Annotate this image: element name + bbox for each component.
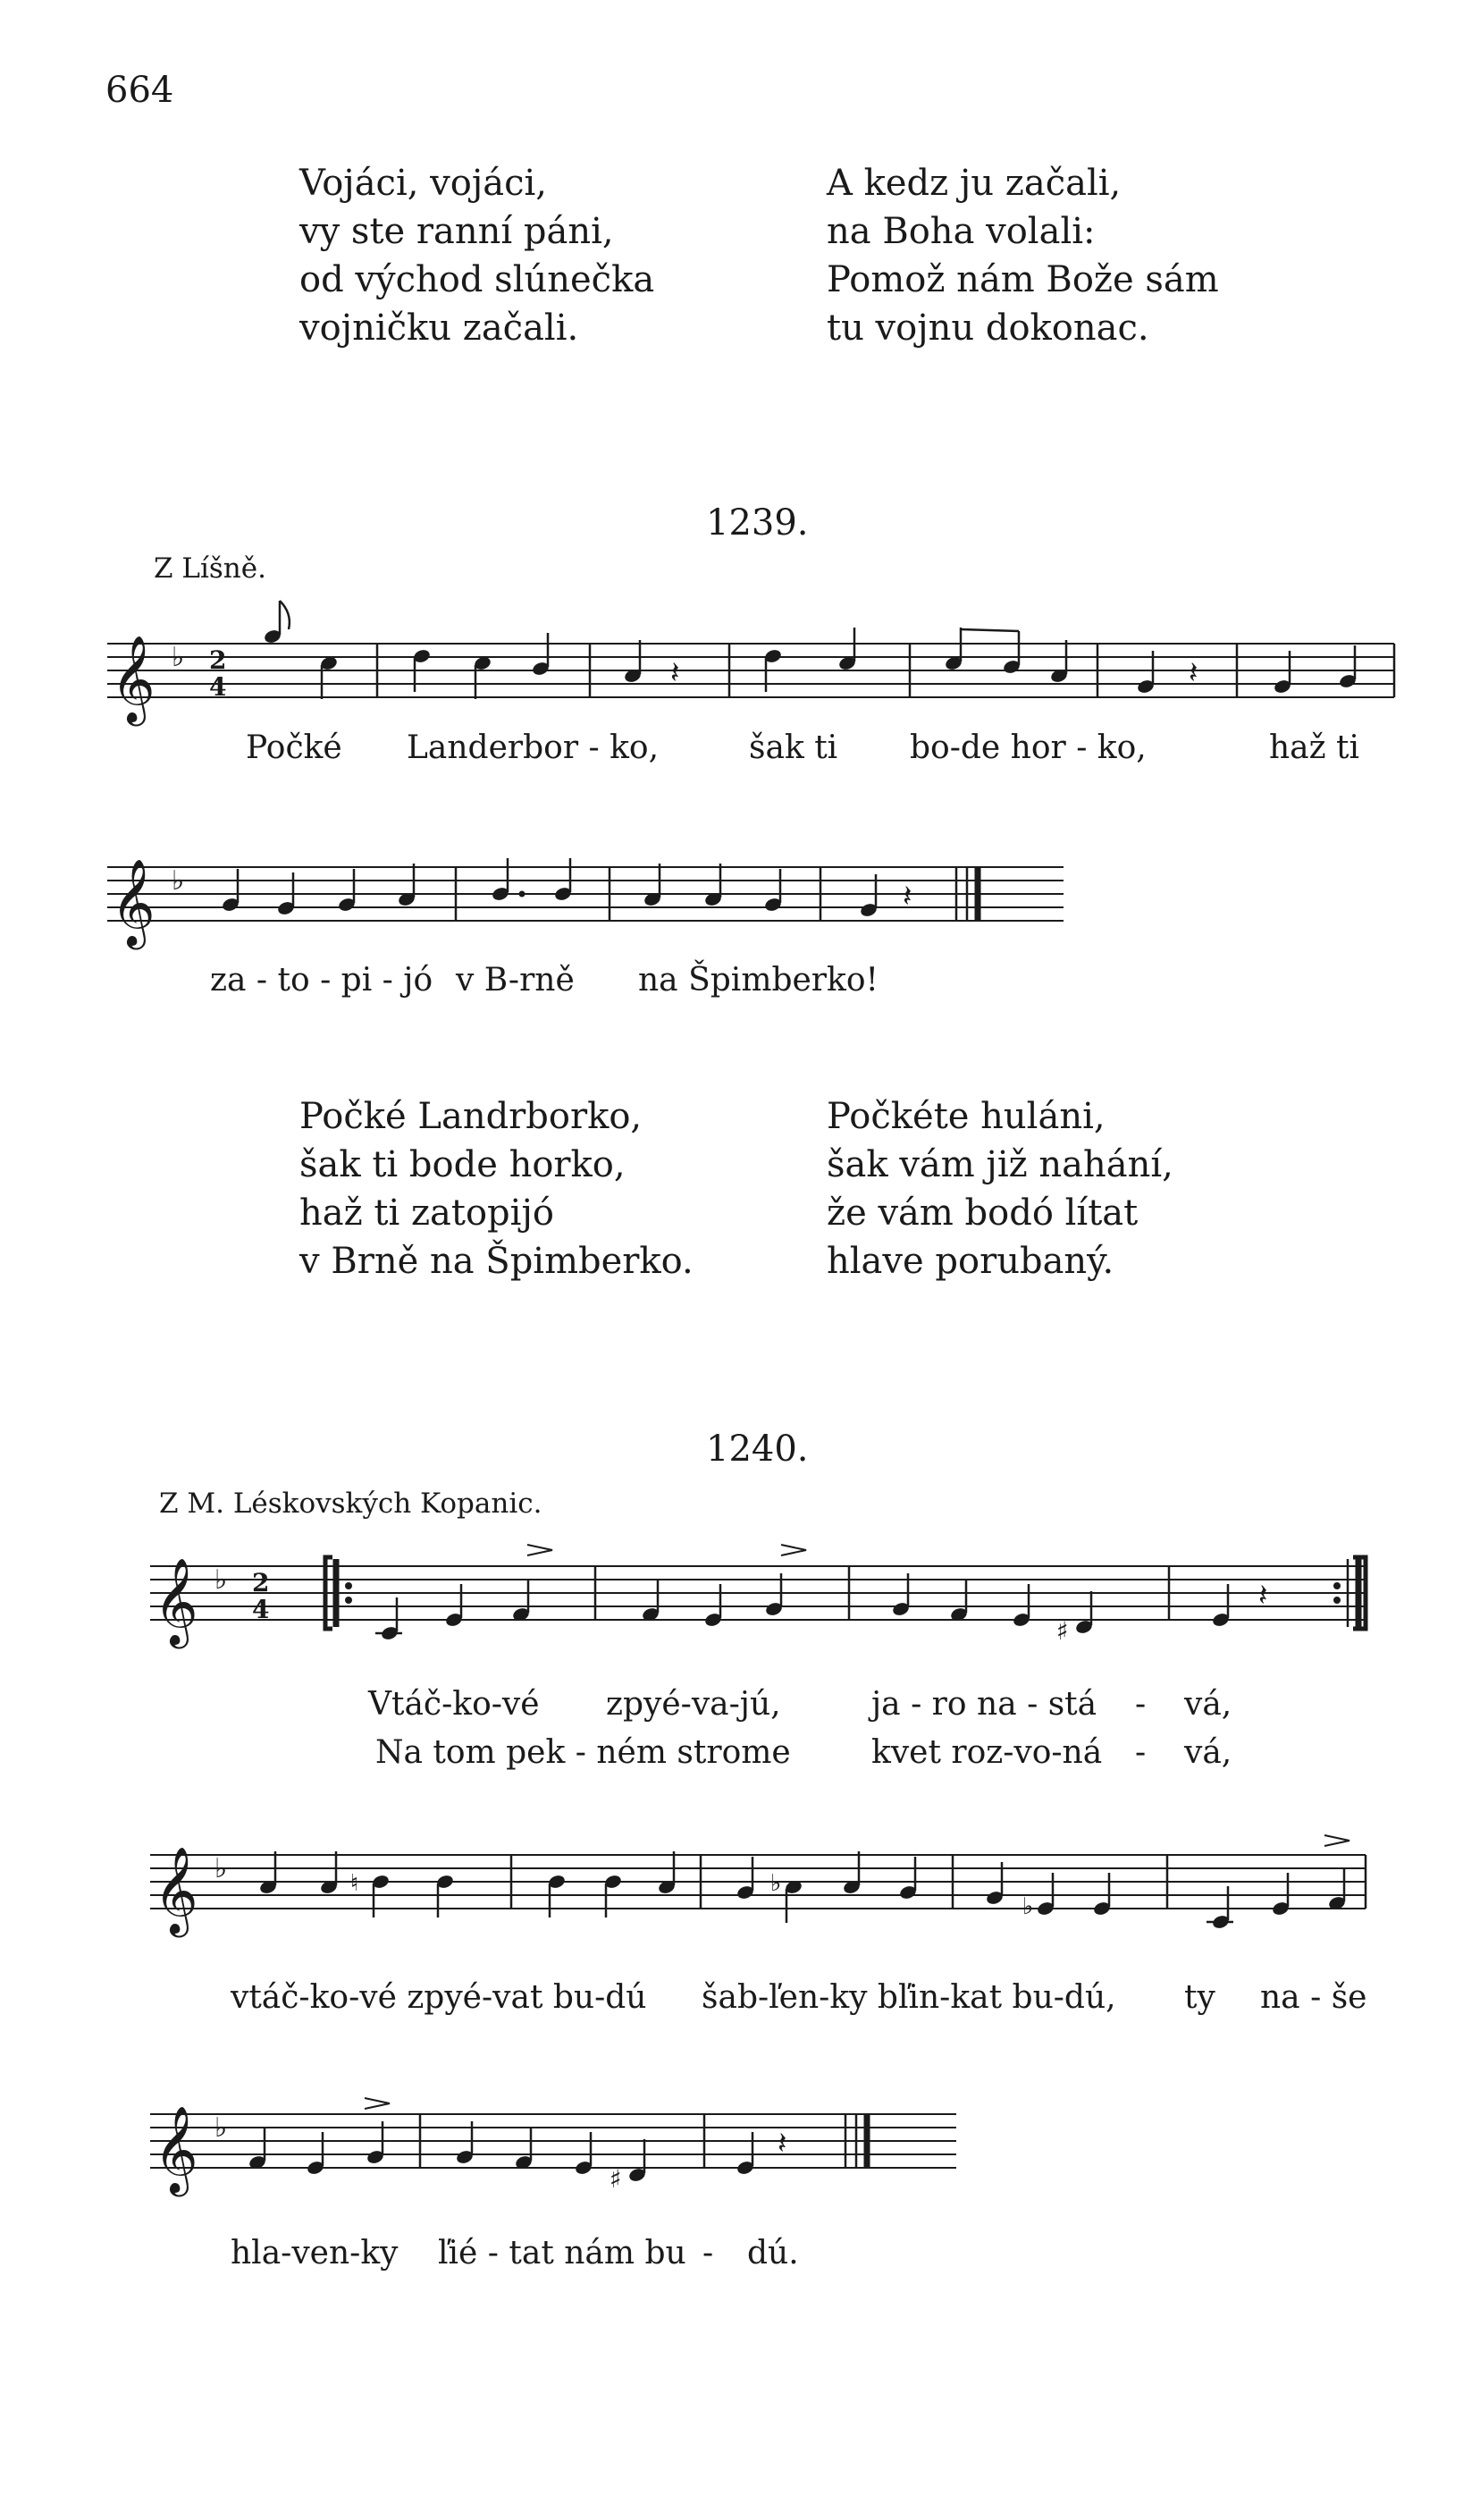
- verse-line: A kedz ju začali,: [827, 163, 1122, 204]
- lyric: -: [1135, 1686, 1147, 1723]
- sharp-icon: ♯: [610, 2164, 622, 2194]
- time-signature-top: 2: [252, 1568, 270, 1597]
- lyric: haž ti: [1269, 729, 1360, 766]
- flat-key-signature: ♭: [214, 1853, 228, 1884]
- rest-icon: 𝄽: [670, 655, 680, 691]
- top-verse-left: [299, 159, 654, 352]
- treble-clef-icon: 𝄞: [111, 858, 156, 946]
- lyric: vá,: [1184, 1686, 1232, 1723]
- rest-icon: 𝄽: [903, 879, 912, 914]
- verse-line: haž ti zatopijó: [299, 1193, 554, 1234]
- song-origin-1239: Z Líšně.: [154, 552, 266, 585]
- dot: [519, 891, 526, 898]
- lyric: hla-ven-ky: [231, 2235, 399, 2271]
- sharp-icon: ♯: [1056, 1616, 1069, 1646]
- song-number-1239: 1239.: [706, 502, 809, 544]
- lyric: ty: [1184, 1979, 1215, 2016]
- lyric: ľié - tat nám bu: [438, 2235, 686, 2271]
- verse-line: od východ slúnečka: [299, 259, 655, 300]
- verse-line: že vám bodó lítat: [827, 1193, 1139, 1234]
- lyric: dú.: [747, 2235, 799, 2271]
- notes: [258, 1851, 1346, 1930]
- lyric: za - to - pi - jó: [210, 962, 433, 999]
- flat-key-signature: ♭: [172, 865, 185, 897]
- verse-line: na Boha volali:: [827, 211, 1096, 252]
- verse-1239-left: [299, 1092, 694, 1285]
- rest-icon: 𝄽: [1189, 655, 1198, 691]
- verse-line: Počké Landrborko,: [299, 1096, 643, 1137]
- lyric: vtáč-ko-vé zpyé-vat bu-dú: [231, 1979, 647, 2016]
- lyric: ja - ro na - stá: [871, 1686, 1097, 1723]
- lyric: vá,: [1184, 1734, 1232, 1771]
- lyric: -: [702, 2235, 714, 2271]
- treble-clef-icon: 𝄞: [154, 2105, 198, 2193]
- music-staff-1240-1: [141, 1539, 1392, 1673]
- accent-mark: [365, 2098, 390, 2109]
- music-staff-1240-2: [141, 1828, 1392, 1971]
- music-staff-1240-3: [141, 2087, 1035, 2221]
- lyric: bo-de hor - ko,: [910, 729, 1147, 766]
- lyric: zpyé-va-jú,: [606, 1686, 781, 1723]
- treble-clef-icon: 𝄞: [111, 635, 156, 722]
- time-signature-bottom: 4: [252, 1595, 270, 1624]
- lyric: na Špimberko!: [638, 962, 879, 999]
- verse-line: vy ste ranní páni,: [299, 211, 614, 252]
- verse-line: šak ti bode horko,: [299, 1144, 626, 1185]
- lyric: v B-rně: [456, 962, 575, 999]
- staff-lines: [150, 1566, 1366, 1620]
- verse-line: Vojáci, vojáci,: [299, 163, 548, 204]
- flat-icon: ♭: [770, 1870, 782, 1897]
- verse-line: Pomož nám Bože sám: [827, 259, 1219, 300]
- time-signature-bottom: 4: [209, 672, 227, 702]
- flat-key-signature: ♭: [214, 2112, 228, 2144]
- verse-line: šak vám již nahání,: [827, 1144, 1173, 1185]
- rest-icon: 𝄽: [1258, 1578, 1268, 1614]
- verse-line: v Brně na Špimberko.: [299, 1241, 694, 1282]
- staff-lines: [107, 867, 1064, 921]
- notes: [375, 1573, 1267, 1646]
- lyric: šak ti: [749, 729, 838, 766]
- treble-clef-icon: 𝄞: [154, 1846, 198, 1934]
- song-number-1240: 1240.: [706, 1429, 809, 1470]
- lyric: na - še: [1260, 1979, 1367, 2016]
- accent-mark: [1324, 1835, 1349, 1846]
- lyric: Landerbor - ko,: [407, 729, 660, 766]
- lyric: Počké: [246, 729, 342, 766]
- staff-lines: [150, 2114, 956, 2168]
- lyric: Vtáč-ko-vé: [368, 1686, 540, 1723]
- lyric: šab-ľen-ky bľin-kat bu-dú,: [702, 1979, 1116, 2016]
- notes: [248, 2121, 786, 2194]
- top-verse-right: [827, 159, 1219, 352]
- treble-clef-icon: 𝄞: [154, 1557, 198, 1645]
- verse-line: vojničku začali.: [299, 308, 579, 349]
- verse-1239-right: [827, 1092, 1173, 1285]
- verse-line: hlave porubaný.: [827, 1241, 1114, 1282]
- flat-key-signature: ♭: [172, 642, 185, 673]
- song-origin-1240: Z M. Léskovských Kopanic.: [159, 1488, 542, 1520]
- music-staff-1239-2: [98, 840, 1081, 965]
- lyric: -: [1135, 1734, 1147, 1771]
- time-signature-top: 2: [209, 645, 227, 675]
- verse-line: Počkéte huláni,: [827, 1096, 1106, 1137]
- rest-icon: 𝄽: [778, 2126, 787, 2162]
- lyric: Na tom pek - ném strome: [375, 1734, 791, 1771]
- natural-icon: ♮: [350, 1870, 359, 1897]
- page-number: 664: [105, 70, 174, 111]
- flat-icon: ♭: [1022, 1893, 1034, 1920]
- flat-key-signature: ♭: [214, 1564, 228, 1596]
- staff-lines: [107, 644, 1394, 697]
- verse-line: tu vojnu dokonac.: [827, 308, 1149, 349]
- accent-marks: [527, 1545, 806, 1555]
- lyric: kvet roz-vo-ná: [871, 1734, 1103, 1771]
